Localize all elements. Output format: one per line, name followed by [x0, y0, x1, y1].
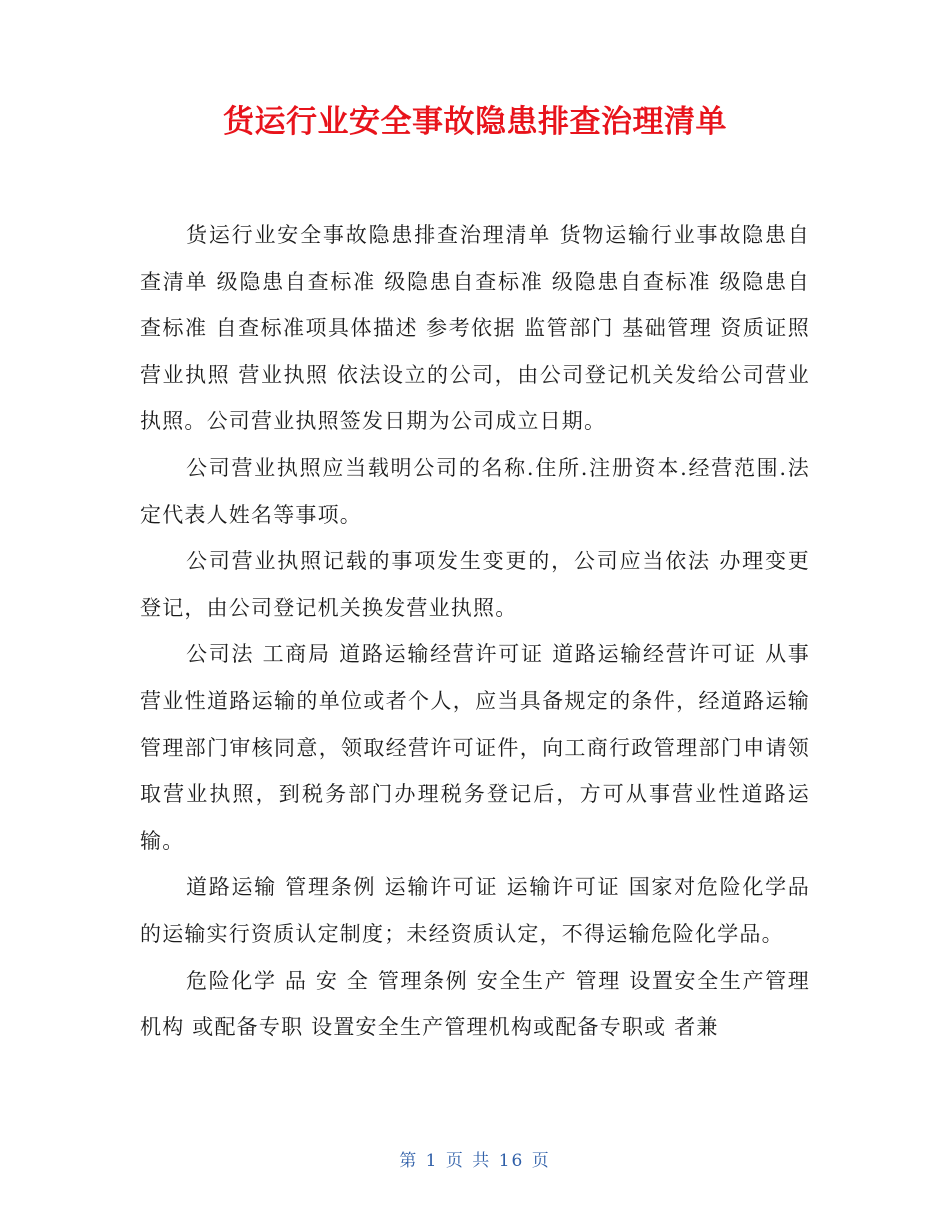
paragraph-3: 公司营业执照记载的事项发生变更的，公司应当依法 办理变更登记，由公司登记机关换发营业执照。	[140, 549, 810, 620]
paragraph-5: 道路运输 管理条例 运输许可证 运输许可证 国家对危险化学品的运输实行资质认定制度；未经资质认定，不得运输危险化学品。	[140, 875, 810, 946]
paragraph-2: 公司营业执照应当载明公司的名称.住所.注册资本.经营范围.法定代表人姓名等事项。	[140, 455, 810, 527]
document-body	[140, 212, 810, 1051]
paragraph-1: 货运行业安全事故隐患排查治理清单 货物运输行业事故隐患自查清单 级隐患自查标准 级隐患自查标准 级隐患自查标准 级隐患自查标准 自查标准项具体描述 参考依据 监管部门 基础管理 资质证照 营业执照 营业执照 依法设立的公司，由公司登记机关发给公司营业执照。公司营业执照签发日期为公司成立日期。	[140, 223, 810, 434]
document-title: 货运行业安全事故隐患排查治理清单	[223, 104, 727, 140]
paragraph-6: 危险化学 品 安 全 管理条例 安全生产 管理 设置安全生产管理机构 或配备专职 设置安全生产管理机构或配备专职或 者兼	[140, 968, 810, 1040]
paragraph-4: 公司法 工商局 道路运输经营许可证 道路运输经营许可证 从事营业性道路运输的单位或者个人，应当具备规定的条件，经道路运输管理部门审核同意，领取经营许可证件，向工商行政管理部门申请领取营业执照，到税务部门办理税务登记后，方可从事营业性道路运输。	[140, 642, 810, 853]
page-number-footer: 第 1 页 共 16 页	[399, 1151, 551, 1171]
